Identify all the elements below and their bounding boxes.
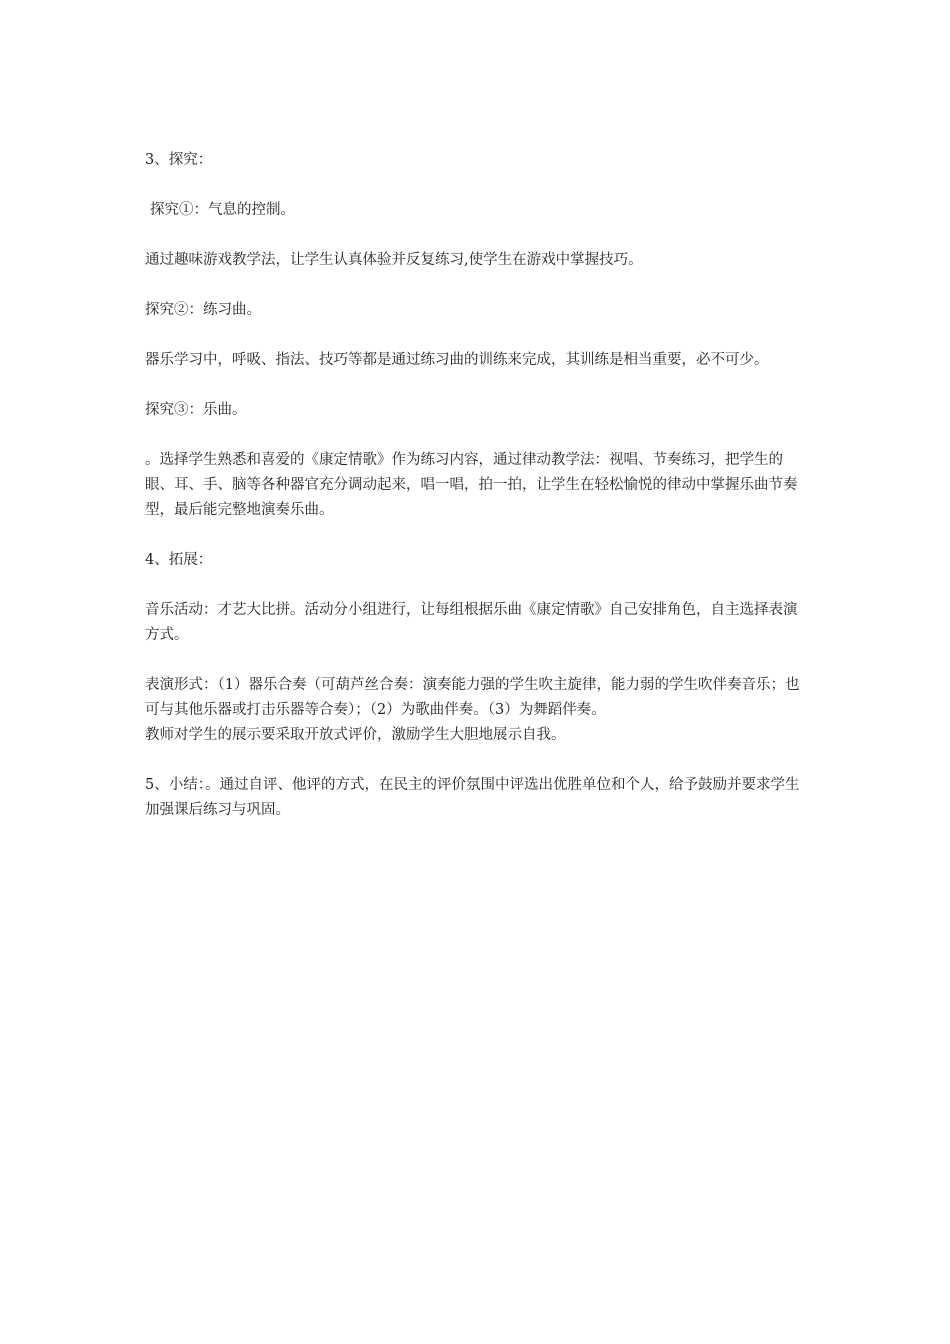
performance-forms-text: 表演形式：（1）器乐合奏（可葫芦丝合奏：演奏能力强的学生吹主旋律，能力弱的学生吹伴奏音乐；也可与其他乐器或打击乐器等合奏）；（2）为歌曲伴奏。（3）为舞蹈伴奏。 [145,677,800,718]
explore-1-text: 通过趣味游戏教学法，让学生认真体验并反复练习,使学生在游戏中掌握技巧。 [145,252,643,268]
explore-3-text: 。选择学生熟悉和喜爱的《康定情歌》作为练习内容，通过律动教学法：视唱、节奏练习，把学生的眼、耳、手、脑等各种器官充分调动起来，唱一唱，拍一拍，让学生在轻松愉悦的律动中掌握乐曲节奏型，最后能完整地演奏乐曲。 [145,452,798,518]
heading-explore: 3、探究： [145,152,213,168]
explore-2-text: 器乐学习中，呼吸、指法、技巧等都是通过练习曲的训练来完成，其训练是相当重要，必不可少。 [145,352,769,368]
summary-text: 5、小结：。通过自评、他评的方式，在民主的评价氛围中评选出优胜单位和个人，给予鼓励并要求学生加强课后练习与巩固。 [145,777,800,818]
heading-extension: 4、拓展： [145,552,213,568]
teacher-evaluation-text: 教师对学生的展示要采取开放式评价，激励学生大胆地展示自我。 [145,727,566,743]
music-activity-text: 音乐活动：才艺大比拼。活动分小组进行，让每组根据乐曲《康定情歌》自己安排角色，自主选择表演方式。 [145,602,798,643]
explore-3-title: 探究③：乐曲。 [145,402,247,418]
explore-2-title: 探究②：练习曲。 [145,302,261,318]
explore-1-title: 探究①：气息的控制。 [150,202,295,218]
document-body [145,148,810,848]
